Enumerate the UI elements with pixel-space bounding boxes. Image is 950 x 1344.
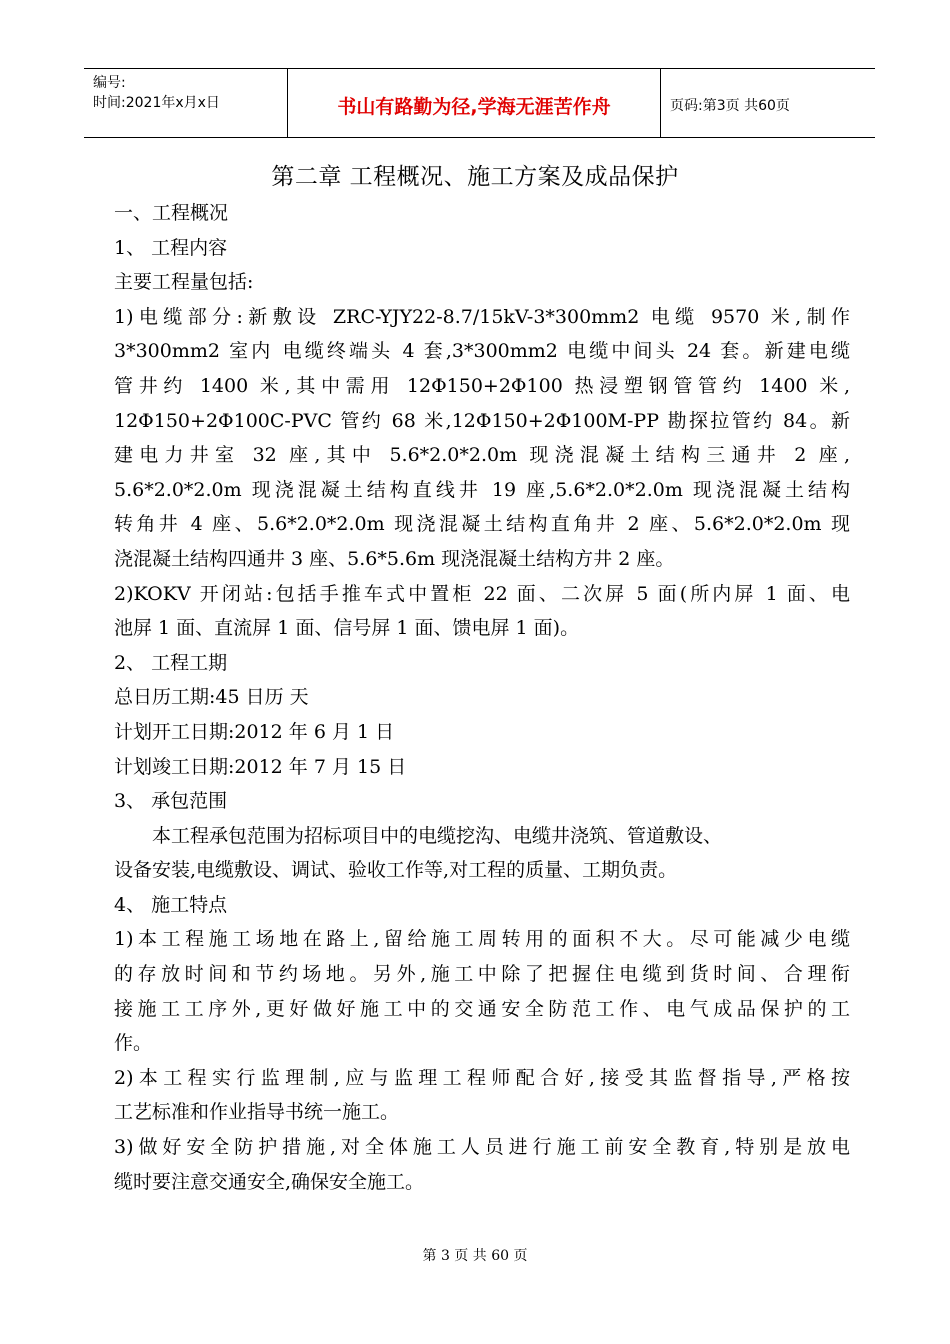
text-line: 5.6*2.0*2.0m 现浇混凝土结构直线井 19 座,5.6*2.0*2.0m 现浇混凝土结构 xyxy=(114,478,850,501)
text-line: 一、工程概况 xyxy=(114,202,229,224)
text-line: 2、 工程工期 xyxy=(114,651,228,674)
text-line: 1)本工程施工场地在路上,留给施工周转用的面积不大。尽可能减少电缆 xyxy=(114,928,850,951)
text-line: 1、 工程内容 xyxy=(114,236,228,259)
text-line: 1)电缆部分:新敷设 ZRC-YJY22-8.7/15kV-3*300mm2 电缆 9570 米,制作 xyxy=(114,305,850,328)
text-line: 2)本工程实行监理制,应与监理工程师配合好,接受其监督指导,严格按 xyxy=(114,1066,850,1089)
document-number-label: 编号: xyxy=(93,75,126,91)
text-line: 计划开工日期:2012 年 6 月 1 日 xyxy=(114,720,395,743)
document-body xyxy=(114,196,850,1199)
text-line: 缆时要注意交通安全,确保安全施工。 xyxy=(114,1170,425,1193)
page-footer: 第 3 页 共 60 页 xyxy=(422,1248,528,1264)
text-line: 3*300mm2 室内 电缆终端头 4 套,3*300mm2 电缆中间头 24 套。新建电缆 xyxy=(114,340,850,363)
text-line: 管井约 1400 米,其中需用 12Φ150+2Φ100 热浸塑钢管管约 1400 米, xyxy=(114,374,850,397)
text-line: 计划竣工日期:2012 年 7 月 15 日 xyxy=(114,755,407,778)
header-motto: 书山有路勤为径,学海无涯苦作舟 xyxy=(288,69,661,137)
chapter-title: 第二章 工程概况、施工方案及成品保护 xyxy=(271,164,679,190)
text-line: 3、 承包范围 xyxy=(114,790,228,813)
text-line: 作。 xyxy=(114,1032,153,1055)
text-line: 浇混凝土结构四通井 3 座、5.6*5.6m 现浇混凝土结构方井 2 座。 xyxy=(114,547,675,570)
header-page-number: 页码:第3页 共60页 xyxy=(670,98,790,114)
text-line: 转角井 4 座、5.6*2.0*2.0m 现浇混凝土结构直角井 2 座、5.6*2.0*2.0m 现 xyxy=(114,513,850,536)
text-line: 工艺标准和作业指导书统一施工。 xyxy=(114,1101,400,1124)
text-line: 的存放时间和节约场地。另外,施工中除了把握住电缆到货时间、合理衔 xyxy=(114,963,850,986)
text-line: 主要工程量包括: xyxy=(114,271,254,294)
page-header xyxy=(84,68,875,138)
text-line: 总日历工期:45 日历 天 xyxy=(114,686,309,709)
header-meta xyxy=(84,69,288,137)
text-line: 接施工工序外,更好做好施工中的交通安全防范工作、电气成品保护的工 xyxy=(114,997,850,1020)
text-line: 建电力井室 32 座,其中 5.6*2.0*2.0m 现浇混凝土结构三通井 2 座, xyxy=(114,444,850,467)
text-line: 池屏 1 面、直流屏 1 面、信号屏 1 面、馈电屏 1 面)。 xyxy=(114,617,580,640)
text-line: 3)做好安全防护措施,对全体施工人员进行施工前安全教育,特别是放电 xyxy=(114,1136,850,1159)
text-line: 设备安装,电缆敷设、调试、验收工作等,对工程的质量、工期负责。 xyxy=(114,859,678,882)
text-line: 4、 施工特点 xyxy=(114,893,228,916)
document-time-label: 时间:2021年x月x日 xyxy=(93,95,220,111)
text-line: 2)KOKV 开闭站:包括手推车式中置柜 22 面、二次屏 5 面(所内屏 1 面、电 xyxy=(114,582,850,605)
text-line: 本工程承包范围为招标项目中的电缆挖沟、电缆井浇筑、管道敷设、 xyxy=(152,824,723,847)
text-line: 12Φ150+2Φ100C-PVC 管约 68 米,12Φ150+2Φ100M-PP 勘探拉管约 84。新 xyxy=(114,409,850,432)
